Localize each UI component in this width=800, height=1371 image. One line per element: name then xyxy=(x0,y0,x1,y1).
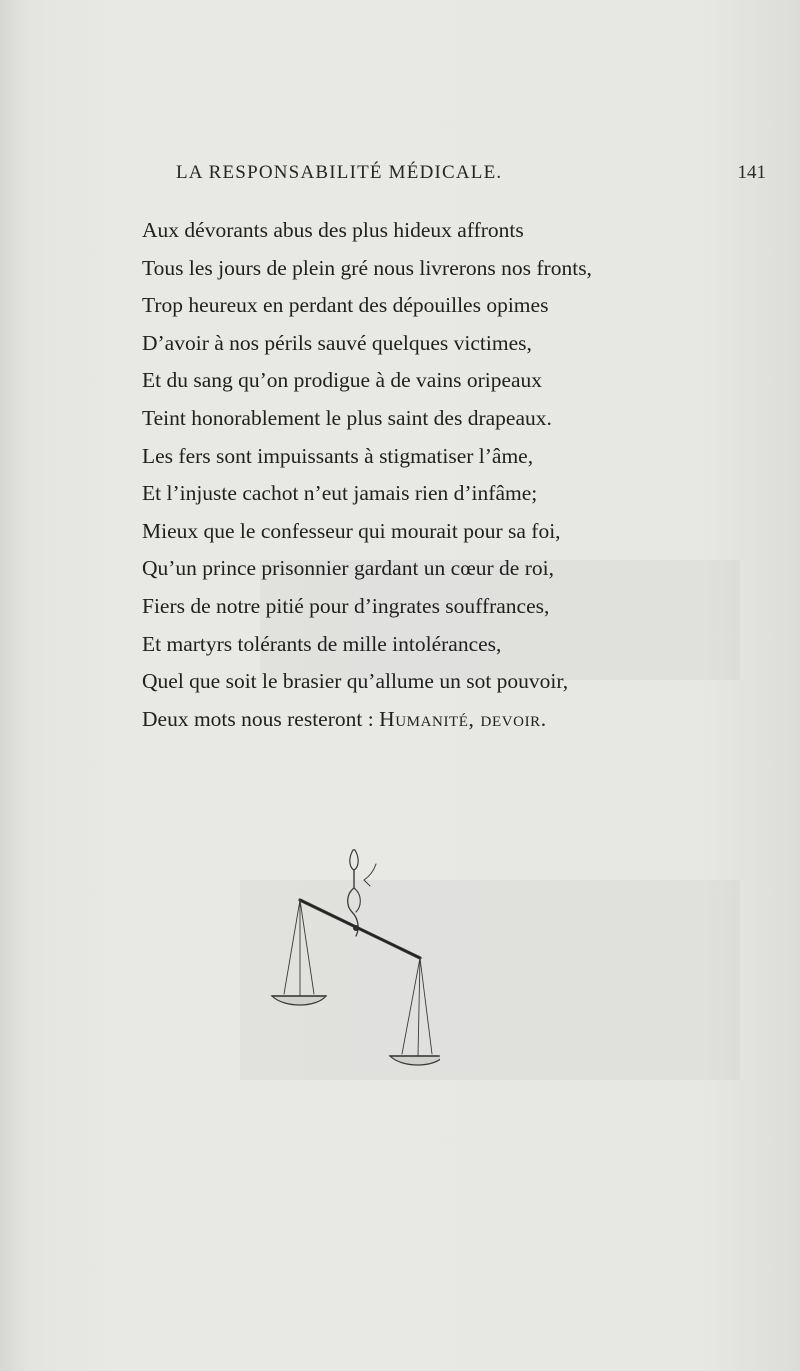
poem-line: Teint honorablement le plus saint des drapeaux. xyxy=(142,405,552,430)
poem-line: Les fers sont impuissants à stigmatiser l’âme, xyxy=(142,443,534,468)
poem-line: Et l’injuste cachot n’eut jamais rien d’infâme; xyxy=(142,481,538,506)
poem-line: Qu’un prince prisonnier gardant un cœur de roi, xyxy=(142,556,554,581)
poem-line: Tous les jours de plein gré nous livrerons nos fronts, xyxy=(142,255,592,280)
final-line-small-caps: Humanité, devoir. xyxy=(379,706,547,731)
final-line-text: Deux mots nous resteront : xyxy=(142,706,374,731)
running-title: LA RESPONSABILITÉ MÉDICALE. xyxy=(176,162,503,183)
poem xyxy=(142,212,762,738)
running-head xyxy=(176,160,766,190)
poem-line: Aux dévorants abus des plus hideux affronts xyxy=(142,218,524,242)
balance-scale-icon xyxy=(240,840,440,1080)
page-number: 141 xyxy=(737,162,766,183)
poem-line-final xyxy=(142,701,762,739)
poem-line: Et du sang qu’on prodigue à de vains oripeaux xyxy=(142,368,543,393)
poem-line: Fiers de notre pitié pour d’ingrates souffrances, xyxy=(142,593,550,618)
poem-line: D’avoir à nos périls sauvé quelques victimes, xyxy=(142,330,532,355)
poem-line: Et martyrs tolérants de mille intolérances, xyxy=(142,631,502,656)
poem-line: Trop heureux en perdant des dépouilles opimes xyxy=(142,293,549,318)
poem-line: Mieux que le confesseur qui mourait pour sa foi, xyxy=(142,518,561,543)
poem-line: Quel que soit le brasier qu’allume un sot pouvoir, xyxy=(142,669,569,694)
